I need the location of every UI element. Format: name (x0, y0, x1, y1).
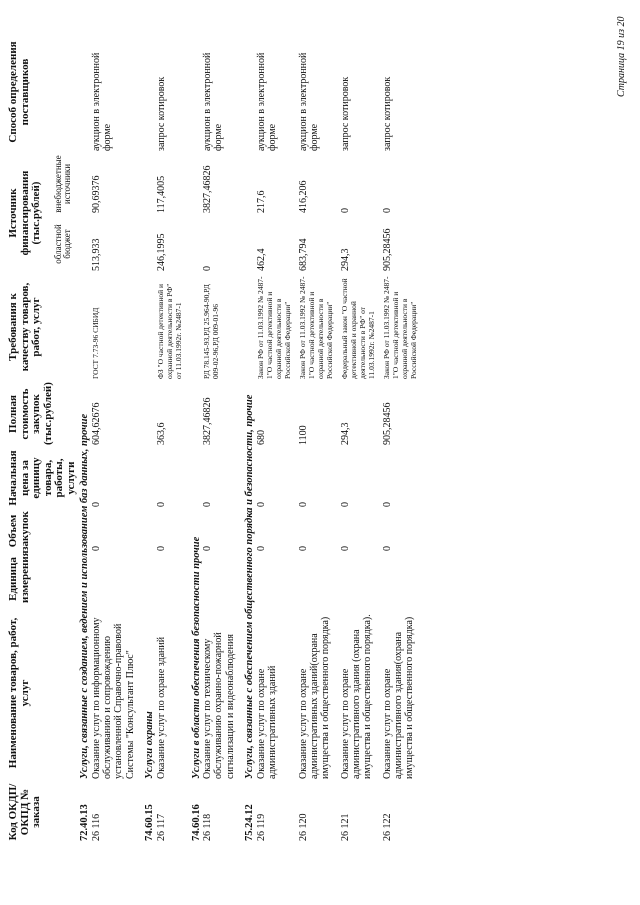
extrabudget-cell: 416,206 (297, 180, 309, 213)
col-unit-header: Единица измерения (7, 550, 31, 603)
col-total-header: Полная стоимость закупок (тыс.рублей) (7, 382, 54, 445)
item-name: Оказание услуг по охране административных зданий (255, 665, 278, 779)
price-cell: 0 (381, 502, 393, 507)
total-cell: 680 (255, 430, 267, 445)
table-body (77, 31, 423, 843)
table-row (91, 31, 142, 843)
total-cell: 604,62676 (91, 402, 103, 445)
order-code: 26 117 (155, 813, 167, 841)
method-cell: запрос котировок (339, 76, 351, 151)
order-code: 26 120 (297, 813, 309, 841)
col-method-header: Способ определения поставщиков (7, 41, 31, 143)
price-cell: 0 (91, 502, 103, 507)
price-cell: 0 (155, 502, 167, 507)
table-row (340, 31, 382, 843)
order-code: 26 118 (202, 813, 214, 841)
table-row (202, 31, 242, 843)
regional-budget-cell: 462,4 (255, 248, 267, 271)
item-name: Оказание услуг по охране административного здания (охрана имущества и общественного порядка). (339, 614, 373, 779)
method-cell: запрос котировок (381, 76, 393, 151)
page-number: Страница 19 из 20 (616, 16, 627, 97)
unit-cell (256, 553, 298, 605)
order-code: 26 122 (381, 813, 393, 841)
volume-cell: 0 (255, 546, 267, 551)
extrabudget-cell: 3827,46826 (202, 165, 214, 213)
table-row (256, 31, 298, 843)
requirements-cell: Федеральный закон "О частной детективной и охранной деятельности в РФ" от 11.03.1992г. №2487-1 (339, 278, 376, 379)
col-extrabudget-header: внебюджетные источники (52, 155, 73, 213)
table-row (156, 31, 189, 843)
volume-cell: 0 (91, 546, 103, 551)
section-code: 75.24.12 (243, 804, 255, 841)
volume-cell: 0 (202, 546, 214, 551)
section-code: 74.60.15 (143, 804, 155, 841)
total-cell: 294,3 (339, 422, 351, 445)
procurement-table (8, 31, 424, 843)
price-cell: 0 (339, 502, 351, 507)
unit-cell (340, 553, 382, 605)
volume-cell: 0 (339, 546, 351, 551)
method-cell: аукцион в электронной форме (297, 52, 320, 151)
unit-cell (156, 553, 189, 605)
section-title: Услуги в области обеспечения безопасности прочие (190, 536, 202, 779)
table-row (382, 31, 424, 843)
item-name: Оказание услуг по техническому обслуживанию охранно-пожарной сигнализации и видеонаблюдения (202, 632, 236, 779)
price-cell: 0 (297, 502, 309, 507)
order-code: 26 121 (339, 813, 351, 841)
section-row (242, 31, 256, 843)
requirements-cell: Закон РФ от 11.03.1992 № 2487-1"О частной детективной и охранной деятельности в Российской Федерации" (255, 276, 292, 379)
regional-budget-cell: 294,3 (339, 248, 351, 271)
item-name: Оказание услуг по охране зданий (155, 636, 167, 779)
unit-cell (382, 553, 424, 605)
item-name: Оказание услуг по охране административного здания(охрана имущества и общественного порядка) (381, 616, 415, 779)
order-code: 26 119 (255, 813, 267, 841)
section-code: 72.40.13 (79, 804, 91, 841)
section-title: Услуги охраны (143, 711, 155, 779)
order-code: 26 116 (91, 813, 103, 841)
section-row (142, 31, 156, 843)
regional-budget-cell: 513,933 (91, 238, 103, 271)
section-title: Услуги, связанные с обеспечением общественного порядка и безопасности, прочие (243, 394, 255, 779)
col-funding-header: Источник финансирования (тыс.рублей) (7, 170, 43, 256)
requirements-cell: РД 78.145-93,РД 25.964-90,РД 009-02-96,РД 009-01-96 (202, 284, 221, 379)
section-code: 74.60.16 (190, 804, 202, 841)
requirements-cell: ФЗ "О частной детективной и охранной деятельности в РФ" от 11.03.1992г. №2487-1 (155, 283, 183, 379)
regional-budget-cell: 0 (202, 266, 214, 271)
total-cell: 1100 (297, 425, 309, 445)
table-row (298, 31, 340, 843)
method-cell: аукцион в электронной форме (91, 52, 114, 151)
table-header-row (8, 31, 50, 843)
requirements-cell: Закон РФ от 11.03.1992 № 2487-1"О частной детективной и охранной деятельности в Российской Федерации" (297, 276, 334, 379)
regional-budget-cell: 246,1995 (155, 233, 167, 271)
col-regional-header: областной бюджет (52, 224, 73, 264)
volume-cell: 0 (155, 546, 167, 551)
total-cell: 3827,46826 (202, 397, 214, 445)
regional-budget-cell: 905,28456 (381, 228, 393, 271)
requirements-cell: ГОСТ 7.73-96 СИБИД (91, 307, 101, 379)
extrabudget-cell: 0 (381, 208, 393, 213)
extrabudget-cell: 217,6 (255, 190, 267, 213)
item-name: Оказание услуг по охране административных зданий(охрана имущества и общественного порядка) (297, 616, 331, 779)
col-requirements-header: Требования к качеству товаров, работ, услуг (7, 282, 43, 372)
total-cell: 905,28456 (381, 402, 393, 445)
section-row (77, 31, 91, 843)
extrabudget-cell: 117,4005 (155, 175, 167, 213)
volume-cell: 0 (381, 546, 393, 551)
regional-budget-cell: 683,794 (297, 238, 309, 271)
method-cell: аукцион в электронной форме (202, 52, 225, 151)
col-code-header: Код ОКДП/ ОКПД № заказа (7, 783, 43, 841)
price-cell: 0 (202, 502, 214, 507)
method-cell: запрос котировок (155, 76, 167, 151)
extrabudget-cell: 90,69376 (91, 175, 103, 213)
col-name-header: Наименование товаров, работ, услуг (7, 617, 31, 769)
col-volume-header: Объем закупок (7, 511, 31, 551)
method-cell: аукцион в электронной форме (255, 52, 278, 151)
unit-cell (91, 553, 142, 605)
section-row (189, 31, 203, 843)
price-cell: 0 (255, 502, 267, 507)
col-price-header: Начальная цена за единицу товара, работы, услуги (7, 450, 77, 506)
unit-cell (298, 553, 340, 605)
total-cell: 363,6 (155, 422, 167, 445)
section-title: Услуги, связанные с созданием, ведением и использованием баз данных, прочие (79, 413, 91, 779)
requirements-cell: Закон РФ от 11.03.1992 № 2487-1"О частной детективной и охранной деятельности в Российской Федерации" (381, 276, 418, 379)
unit-cell (202, 553, 242, 605)
volume-cell: 0 (297, 546, 309, 551)
item-name: Оказание услуг по информационному обслуживанию и сопровождению установленной Справочно-правовой Системы "Консультант Плюс" (91, 617, 136, 779)
extrabudget-cell: 0 (339, 208, 351, 213)
